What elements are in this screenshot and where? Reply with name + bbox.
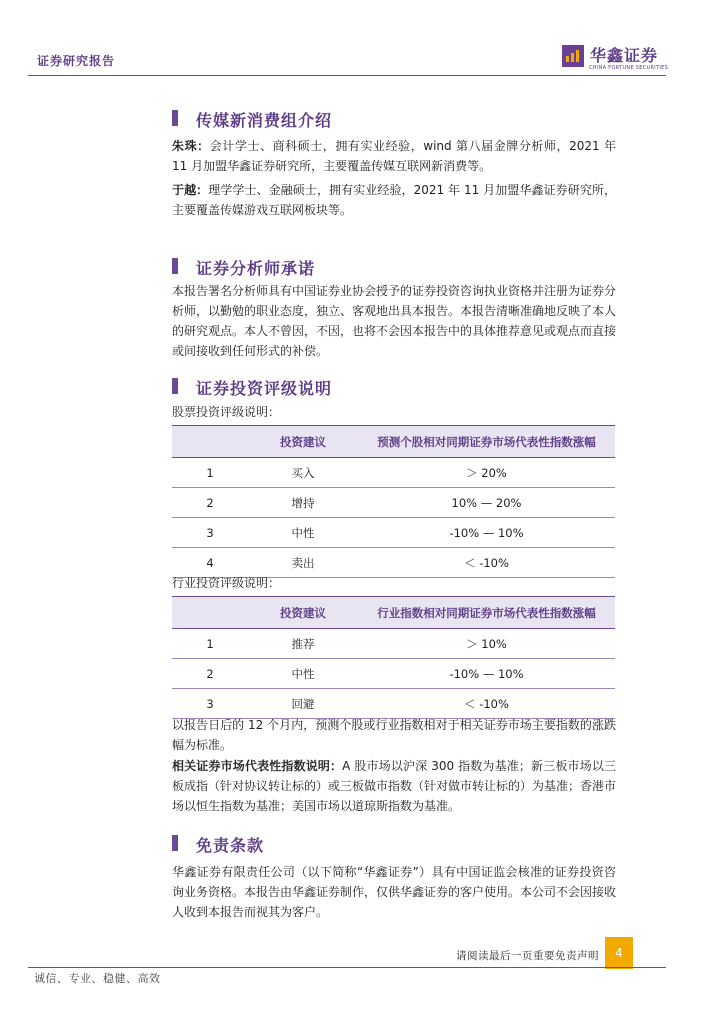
section-title: 传媒新消费组介绍	[196, 111, 333, 130]
table-cell: 卖出	[248, 548, 358, 578]
table-row	[172, 548, 615, 578]
section-bar-icon	[172, 258, 178, 274]
analyst-bio	[172, 136, 616, 176]
analyst-bio-text: 理学学士、金融硕士，拥有实业经验，2021 年 11 月加盟华鑫证券研究所，主要覆盖传媒游戏互联网板块等。	[172, 183, 616, 217]
report-type-label: 证券研究报告	[37, 54, 116, 68]
table-header-row	[172, 426, 615, 458]
table-cell: ＜ -10%	[358, 689, 615, 719]
section-bar-icon	[172, 378, 178, 394]
benchmark-index-note	[172, 756, 616, 816]
logo-subtitle: CHINA FORTUNE SECURITIES	[589, 65, 669, 71]
page-number: 4	[605, 937, 633, 969]
section-bar-icon	[172, 110, 178, 126]
table-header-cell: 行业指数相对同期证券市场代表性指数涨幅	[358, 597, 615, 629]
table-cell: 3	[172, 689, 248, 719]
table-cell: 回避	[248, 689, 358, 719]
table-cell: ＜ -10%	[358, 548, 615, 578]
table-cell: 3	[172, 518, 248, 548]
table-cell: 推荐	[248, 629, 358, 659]
table-cell: -10% — 10%	[358, 518, 615, 548]
table-cell: 2	[172, 659, 248, 689]
table-row	[172, 689, 615, 719]
analyst-name: 于越：	[172, 183, 209, 197]
table-row	[172, 458, 615, 488]
industry-rating-table	[172, 596, 615, 719]
stock-rating-table	[172, 425, 615, 578]
logo-mark-icon	[562, 45, 584, 67]
table-row	[172, 488, 615, 518]
industry-rating-caption: 行业投资评级说明：	[172, 576, 281, 590]
table-header-cell	[172, 426, 248, 458]
table-header-cell	[172, 597, 248, 629]
rating-period-note: 以报告日后的 12 个月内，预测个股或行业指数相对于相关证券市场主要指数的涨跌幅为标准。	[172, 718, 616, 752]
stock-rating-caption: 股票投资评级说明：	[172, 405, 281, 419]
table-header-cell: 预测个股相对同期证券市场代表性指数涨幅	[358, 426, 615, 458]
table-header-cell: 投资建议	[248, 597, 358, 629]
footer-divider	[28, 967, 666, 968]
analyst-bio	[172, 180, 616, 220]
table-row	[172, 518, 615, 548]
table-header-cell: 投资建议	[248, 426, 358, 458]
section-bar-icon	[172, 835, 178, 851]
section-title: 证券分析师承诺	[196, 259, 316, 278]
benchmark-index-text: A 股市场以沪深 300 指数为基准；新三板市场以三板成指（针对协议转让标的）或三板做市指数（针对做市转让标的）为基准；香港市场以恒生指数为基准；美国市场以道琼斯指数为基准。	[172, 759, 617, 813]
table-cell: 4	[172, 548, 248, 578]
section-title: 免责条款	[196, 836, 265, 855]
disclaimer-text: 华鑫证券有限责任公司（以下简称“华鑫证券”）具有中国证监会核准的证券投资咨询业务资格。本报告由华鑫证券制作，仅供华鑫证券的客户使用。本公司不会因接收人收到本报告而视其为客户。	[172, 865, 617, 919]
company-logo	[562, 43, 667, 73]
analyst-name: 朱珠：	[172, 139, 210, 153]
table-cell: 中性	[248, 659, 358, 689]
disclaimer-reminder: 请阅读最后一页重要免责声明	[456, 950, 599, 962]
table-row	[172, 659, 615, 689]
header-divider	[28, 75, 666, 76]
analyst-bio-text: 会计学士、商科硕士，拥有实业经验，wind 第八届金牌分析师，2021 年 11 月加盟华鑫证券研究所，主要覆盖传媒互联网新消费等。	[172, 139, 616, 173]
table-cell: 买入	[248, 458, 358, 488]
table-cell: -10% — 10%	[358, 659, 615, 689]
section-title: 证券投资评级说明	[196, 379, 333, 398]
table-cell: ＞ 10%	[358, 629, 615, 659]
company-slogan: 诚信、专业、稳健、高效	[34, 972, 161, 985]
table-cell: ＞ 20%	[358, 458, 615, 488]
table-header-row	[172, 597, 615, 629]
table-cell: 10% — 20%	[358, 488, 615, 518]
table-cell: 1	[172, 629, 248, 659]
table-cell: 增持	[248, 488, 358, 518]
benchmark-index-label: 相关证券市场代表性指数说明：	[172, 759, 343, 773]
table-cell: 中性	[248, 518, 358, 548]
table-cell: 1	[172, 458, 248, 488]
table-cell: 2	[172, 488, 248, 518]
commitment-text: 本报告署名分析师具有中国证券业协会授予的证券投资咨询执业资格并注册为证券分析师，以勤勉的职业态度，独立、客观地出具本报告。本报告清晰准确地反映了本人的研究观点。本人不曾因，不因，也将不会因本报告中的具体推荐意见或观点而直接或间接收到任何形式的补偿。	[172, 284, 617, 358]
logo-name: 华鑫证券	[590, 46, 659, 65]
table-row	[172, 629, 615, 659]
